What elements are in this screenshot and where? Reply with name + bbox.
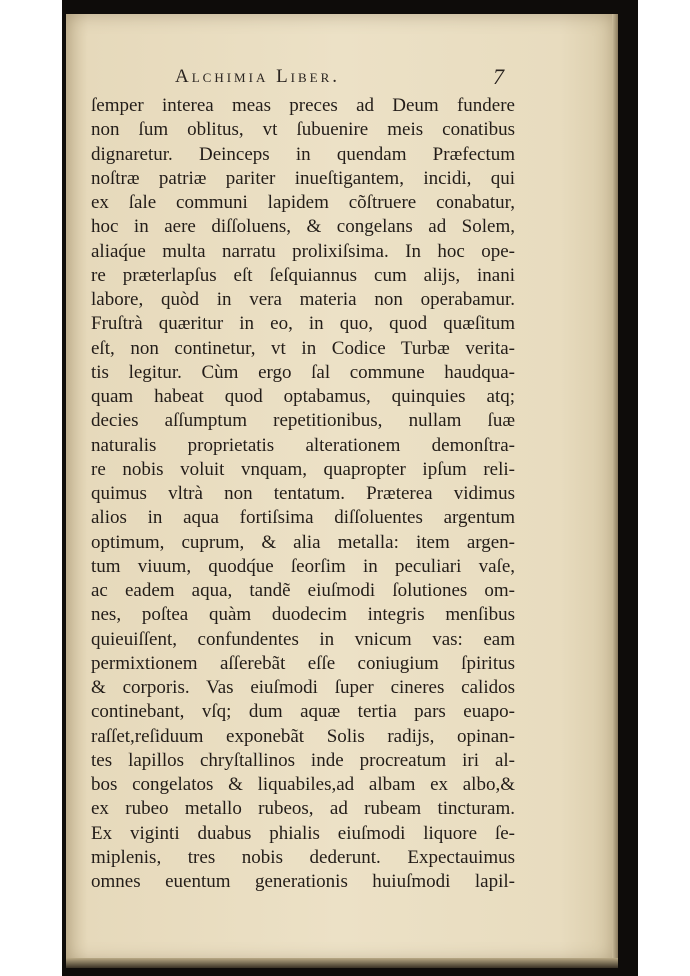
text-line: optimum, cuprum, & alia metalla: item argen- — [91, 531, 515, 553]
text-line: aliaq́ue multa narratu prolixiſsima. In hoc ope- — [91, 240, 515, 262]
text-line: quimus vltrà non tentatum. Præterea vidimus — [91, 483, 515, 504]
text-line: ſemper interea meas preces ad Deum fundere — [91, 95, 515, 116]
text-line: noſtræ patriæ pariter inueſtigantem, incidi, qui — [91, 167, 515, 189]
text-line: ac eadem aqua, tandẽ eiuſmodi ſolutiones om- — [91, 580, 515, 601]
text-line: quieuiſſent, confundentes in vnicum vas: eam — [91, 628, 515, 650]
text-line: alios in aqua fortiſsima diſſoluentes argentum — [91, 507, 515, 529]
body-text — [91, 94, 515, 894]
text-line: decies aſſumptum repetitionibus, nullam ſuæ — [91, 410, 515, 432]
text-line: quam habeat quod optabamus, quinquies atq; — [91, 386, 515, 407]
text-line: Ex viginti duabus phialis eiuſmodi liquore ſe- — [91, 822, 515, 844]
text-line: raſſet,reſiduum exponebãt Solis radijs, opinan- — [91, 725, 515, 747]
text-line: bos congelatos & liquabiles,ad albam ex albo,& — [91, 774, 515, 795]
page-edge — [612, 14, 618, 962]
page-number: 7 — [493, 64, 504, 89]
text-line: tis legitur. Cùm ergo ſal commune haudqua- — [91, 361, 515, 383]
text-line: continebant, vſq; dum aquæ tertia pars euapo- — [91, 701, 515, 723]
text-line: ex ſale communi lapidem cõſtruere conabatur, — [91, 192, 515, 213]
running-title: Alchimia Liber. — [175, 66, 341, 87]
text-line: & corporis. Vas eiuſmodi ſuper cineres calidos — [91, 677, 515, 698]
text-line: re nobis voluit vnquam, quapropter ipſum reli- — [91, 458, 515, 480]
text-line: eſt, non continetur, vt in Codice Turbæ verita- — [91, 337, 515, 359]
text-line: permixtionem aſſerebãt eſſe coniugium ſpiritus — [91, 652, 515, 674]
text-line: ex rubeo metallo rubeos, ad rubeam tincturam. — [91, 798, 515, 820]
page-header — [175, 66, 515, 92]
text-line: tum viuum, quodq́ue ſeorſim in peculiari vaſe, — [91, 555, 515, 577]
text-line: labore, quòd in vera materia non operabamur. — [91, 289, 515, 310]
text-line: miplenis, tres nobis dederunt. Expectauimus — [91, 846, 515, 868]
text-line: omnes euentum generationis huiuſmodi lapil- — [91, 871, 515, 892]
text-line: nes, poſtea quàm duodecim integris menſibus — [91, 604, 515, 626]
text-line: tes lapillos chryſtallinos inde procreatum iri al- — [91, 749, 515, 771]
text-line: dignaretur. Deinceps in quendam Præfectum — [91, 143, 515, 165]
page-bottom-edge — [66, 958, 618, 968]
text-line: re præterlapſus eſt ſeſquiannus cum alijs, inani — [91, 264, 515, 286]
text-line: naturalis proprietatis alterationem demonſtra- — [91, 434, 515, 456]
text-line: non ſum oblitus, vt ſubuenire meis conatibus — [91, 119, 515, 141]
text-line: hoc in aere diſſoluens, & congelans ad Solem, — [91, 216, 515, 238]
text-line: Fruſtrà quæritur in eo, in quo, quod quæſitum — [91, 313, 515, 335]
